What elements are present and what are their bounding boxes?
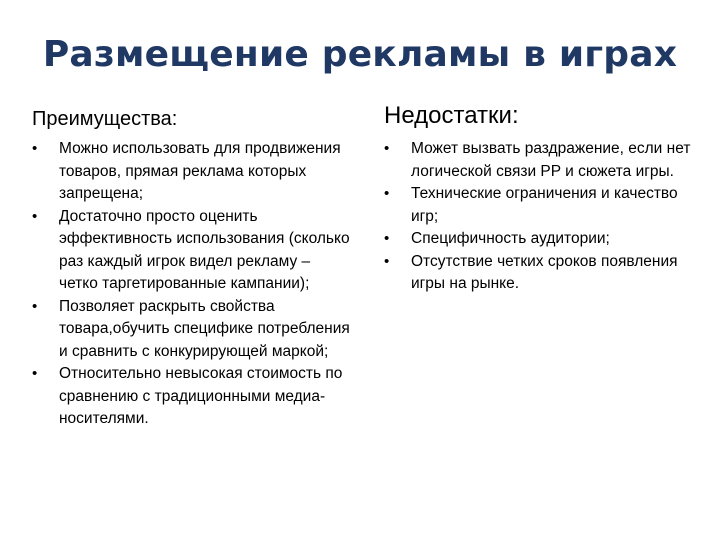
bullet-icon: •	[384, 140, 390, 157]
bullet-icon: •	[384, 185, 390, 202]
list-item	[32, 296, 352, 364]
disadvantages-heading: Недостатки:	[384, 102, 519, 129]
list-item-text: Относительно невысокая стоимость по сравнению с традиционными медиа-носителями.	[59, 365, 343, 427]
list-item-text: Отсутствие четких сроков появления игры на рынке.	[411, 252, 678, 292]
list-item	[384, 138, 694, 183]
list-item	[32, 138, 352, 206]
list-item	[32, 363, 352, 431]
bullet-icon: •	[32, 140, 38, 157]
bullet-icon: •	[32, 207, 38, 225]
list-item-text: Позволяет раскрыть свойства товара,обучить специфике потребления и сравнить с конкурирующей маркой;	[59, 297, 350, 360]
advantages-list	[32, 138, 352, 431]
list-item	[384, 183, 694, 228]
list-item	[384, 251, 694, 296]
list-item-text: Специфичность аудитории;	[411, 230, 610, 247]
list-item	[384, 228, 694, 251]
slide-title: Размещение рекламы в играх	[42, 34, 678, 75]
bullet-icon: •	[384, 252, 390, 270]
list-item-text: Технические ограничения и качество игр;	[411, 185, 678, 225]
list-item-text: Достаточно просто оценить эффективность использования (сколько раз каждый игрок видел рекламу – четко таргетированные кампании);	[59, 207, 350, 292]
list-item	[32, 206, 352, 296]
list-item-text: Может вызвать раздражение, если нет логической связи PP и сюжета игры.	[411, 140, 691, 180]
bullet-icon: •	[32, 297, 38, 315]
disadvantages-list	[384, 138, 694, 296]
list-item-text: Можно использовать для продвижения товаров, прямая реклама которых запрещена;	[59, 140, 341, 202]
advantages-heading: Преимущества:	[32, 108, 178, 130]
bullet-icon: •	[32, 365, 38, 382]
bullet-icon: •	[384, 230, 390, 247]
